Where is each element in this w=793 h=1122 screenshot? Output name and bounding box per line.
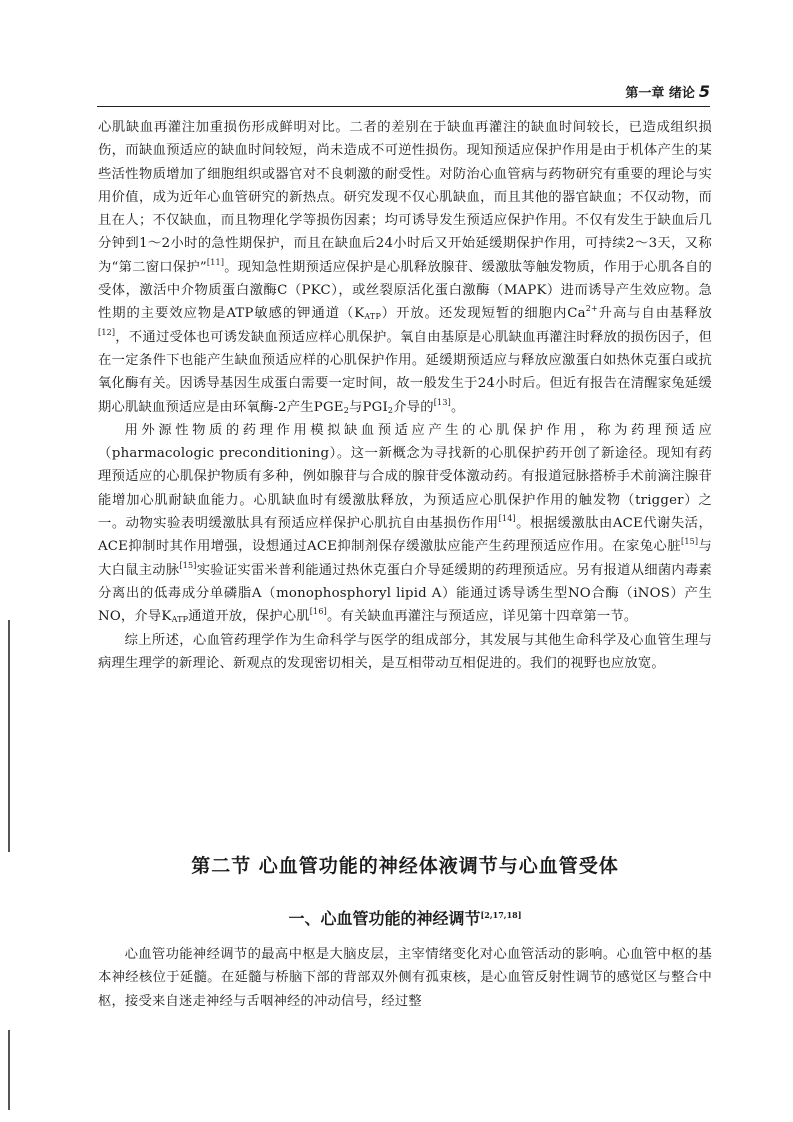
superscript: 2+ [585,304,598,314]
final-paragraph-block [98,943,712,1013]
paragraph: 心血管功能神经调节的最高中枢是大脑皮层，主宰情绪变化对心血管活动的影响。心血管中枢的基本神经核位于延髓。在延髓与桥脑下部的背部双外侧有孤束核，是心血管反射性调节的感觉区与整合中枢，接受来自迷走神经与舌咽神经的冲动信号，经过整 [98,947,712,1009]
superscript: [12] [98,327,116,337]
running-head [97,78,710,107]
subsection-ref: [2,17,18] [480,910,522,920]
page-number: 5 [698,82,710,101]
section-heading: 第二节 心血管功能的神经体液调节与心血管受体 [191,855,619,877]
subscript: 2 [387,405,394,415]
text-run: 介导的 [393,399,434,415]
text-run: ，不通过受体也可诱发缺血预适应样心肌保护。氧自由基原是心肌缺血再灌注时释放的损伤因子，但在一定条件下也能产生缺血预适应样的心肌保护作用。延缓期预适应与释放应激蛋白如热休克蛋白或抗氧化酶有关。因诱导基因生成蛋白需要一定时间，故一般发生于24小时后。但近有报告在清醒家兔延缓期心肌缺血预适应是由环氧酶-2产生PGE [98,329,712,415]
superscript: [13] [433,397,451,407]
subscript: ATP [364,312,382,322]
text-run: 通道开放，保护心肌 [188,609,310,625]
superscript: [14] [498,514,516,524]
subscript: 2 [343,405,349,415]
superscript: [16] [309,607,327,617]
running-head-text [625,82,710,101]
paragraph [98,116,712,419]
text-run: 与大白鼠主动脉 [98,539,712,578]
text-run: ）开放。还发现短暂的细胞内Ca [381,306,586,322]
text-run: 实验证实雷米普利能通过热休克蛋白介导延缓期的药理预适应。另有报道从细菌内毒素分离出的低毒成分单磷脂A（monophosphoryl lipid A）能通过诱导诱生型NO合酶（iNOS）产生NO，介导K [98,562,713,625]
text-run: 。有关缺血再灌注与预适应，详见第十四章第一节。 [326,609,638,625]
text-run: 。现知急性期预适应保护是心肌释放腺苷、缓激肽等触发物质，作用于心肌各自的受体，激活中介物质蛋白激酶C（PKC），或丝裂原活化蛋白激酶（MAPK）进而诱导产生效应物。急性期的主要效应物是ATP敏感的钾通道（K [98,259,712,322]
scan-margin-line [8,1030,10,1110]
text-run: 综上所述，心血管药理学作为生命科学与医学的组成部分，其发展与其他生命科学及心血管生理与病理生理学的新理论、新观点的发现密切相关，是互相带动互相促进的。我们的视野也应放宽。 [98,632,712,671]
text-run: 与PGI [348,399,388,415]
subsection-title: 一、心血管功能的神经调节 [288,909,481,928]
subsection-heading [98,906,712,929]
text-run: 用外源性物质的药理作用模拟缺血预适应产生的心肌保护作用，称为药理预适应（pharmacologic preconditioning）。这一新概念为寻找新的心肌保护药开创了新途径。现知有药理预适应的心肌保护物质有多种，例如腺苷与合成的腺苷受体激动药。有报道冠脉搭桥手术前滴注腺苷能增加心肌耐缺血能力。心肌缺血时有缓激肽释放，为预适应心肌保护作用的触发物（trigger）之一。动物实验表明缓激肽具有预适应样保护心肌抗自由基损伤作用 [98,422,712,532]
scan-margin-line [8,620,10,852]
paragraph [98,629,712,676]
text-run: 升高与自由基释放 [597,306,713,322]
superscript: [15] [681,537,699,547]
paragraph [98,419,712,629]
superscript: [11] [206,257,225,267]
chapter-title: 第一章 绪论 [625,86,695,101]
text-run: 。根据缓激肽由ACE代谢失活，ACE抑制时其作用增强，设想通过ACE抑制剂保存缓激肽应能产生药理预适应作用。在家兔心脏 [98,516,712,555]
text-run: 。 [450,399,465,415]
superscript: [15] [179,560,197,570]
body-text [98,116,712,675]
text-run: 心肌缺血再灌注加重损伤形成鲜明对比。二者的差别在于缺血再灌注的缺血时间较长，已造成组织损伤，而缺血预适应的缺血时间较短，尚未造成不可逆性损伤。现知预适应保护作用是由于机体产生的某些活性物质增加了细胞组织或器官对不良刺激的耐受性。对防治心血管病与药物研究有重要的理论与实用价值，成为近年心血管研究的新热点。研究发现不仅心肌缺血，而且其他的器官缺血；不仅动物，而且在人；不仅缺血，而且物理化学等损伤因素；均可诱导发生预适应保护作用。不仅有发生于缺血后几分钟到1～2小时的急性期保护，而且在缺血后24小时后又开始延缓期保护作用，可持续2～3天，又称为“第二窗口保护” [98,120,712,275]
subscript: ATP [171,615,189,625]
